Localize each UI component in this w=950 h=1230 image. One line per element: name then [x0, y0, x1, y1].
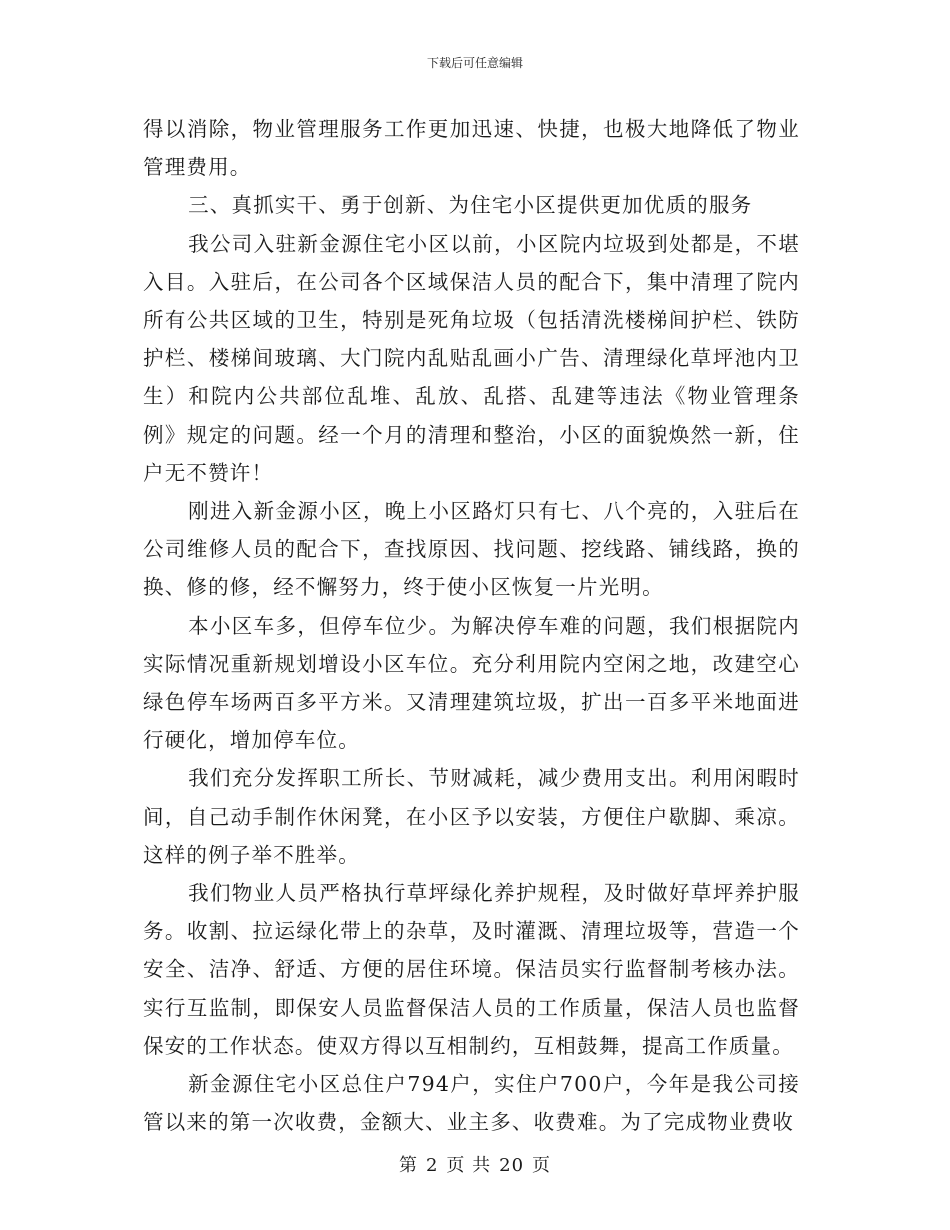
- footer-page-number: 2: [425, 1155, 439, 1176]
- footer-suffix: 页: [532, 1155, 552, 1176]
- paragraph: 得以消除，物业管理服务工作更加迅速、快捷，也极大地降低了物业管理费用。: [143, 117, 800, 180]
- paragraph: 本小区车多，但停车位少。为解决停车难的问题，我们根据院内实际情况重新规划增设小区车位。充分利用院内空闲之地，改建空心绿色停车场两百多平方米。又清理建筑垃圾，扩出一百多平米地面进行硬化，增加停车位。: [143, 613, 800, 753]
- footer-prefix: 第: [398, 1155, 418, 1176]
- section-heading: 三、真抓实干、勇于创新、为住宅小区提供更加优质的服务: [188, 193, 753, 218]
- paragraph: 新金源住宅小区总住户794户，实住户700户，今年是我公司接管以来的第一次收费，金额大、业主多、收费难。为了完成物业费收: [143, 1072, 800, 1135]
- paragraph: 我们物业人员严格执行草坪绿化养护规程，及时做好草坪养护服务。收割、拉运绿化带上的杂草，及时灌溉、清理垃圾等，营造一个安全、洁净、舒适、方便的居住环境。保洁员实行监督制考核办法。实行互监制，即保安人员监督保洁人员的工作质量，保洁人员也监督保安的工作状态。使双方得以互相制约，互相鼓舞，提高工作质量。: [143, 881, 800, 1058]
- page-footer: [0, 1156, 950, 1176]
- footer-total-pages: 20: [499, 1155, 525, 1176]
- footer-middle: 页 共: [446, 1155, 492, 1176]
- paragraph: 我公司入驻新金源住宅小区以前，小区院内垃圾到处都是，不堪入目。入驻后，在公司各个区域保洁人员的配合下，集中清理了院内所有公共区域的卫生，特别是死角垃圾（包括清洗楼梯间护栏、铁防护栏、楼梯间玻璃、大门院内乱贴乱画小广告、清理绿化草坪池内卫生）和院内公共部位乱堆、乱放、乱搭、乱建等违法《物业管理条例》规定的问题。经一个月的清理和整治，小区的面貌焕然一新，住户无不赞许！: [143, 231, 800, 485]
- paragraph: 我们充分发挥职工所长、节财减耗，减少费用支出。利用闲暇时间，自己动手制作休闲凳，在小区予以安装，方便住户歇脚、乘凉。这样的例子举不胜举。: [143, 766, 800, 867]
- document-body: [143, 110, 800, 1141]
- paragraph: 刚进入新金源小区，晚上小区路灯只有七、八个亮的，入驻后在公司维修人员的配合下，查找原因、找问题、挖线路、铺线路，换的换、修的修，经不懈努力，终于使小区恢复一片光明。: [143, 499, 800, 600]
- page-header: 下载后可任意编辑: [426, 56, 523, 70]
